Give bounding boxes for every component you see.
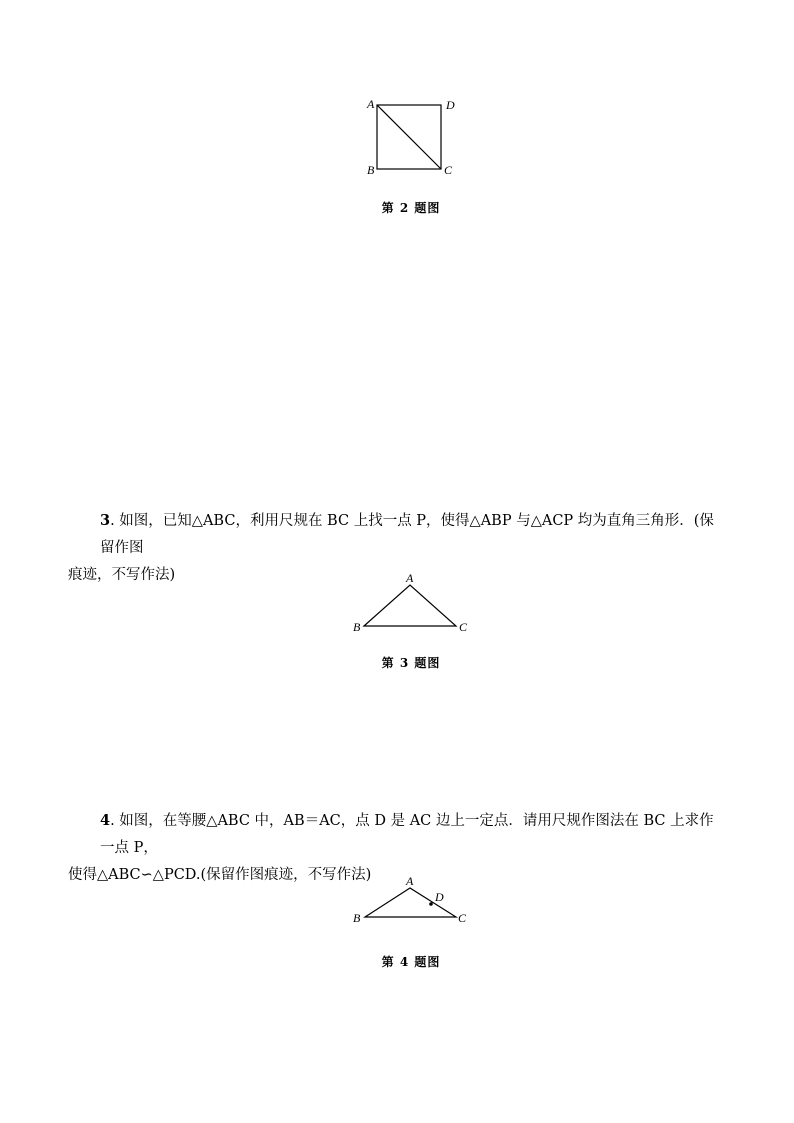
question-3-text-line2: 痕迹，不写作法) xyxy=(68,567,176,583)
question-4-text-line2: 使得△ABC∽△PCD.(保留作图痕迹，不写作法) xyxy=(68,867,372,883)
figure-4-diagram xyxy=(348,872,478,932)
figure-3-caption: 第 3 题图 xyxy=(381,656,441,670)
question-4-text-line1: . 如图，在等腰△ABC 中，AB＝AC，点 D 是 AC 边上一定点．请用尺规作图法在 BC 上求作一点 P， xyxy=(100,813,714,856)
label-a: A xyxy=(406,571,414,585)
label-b: B xyxy=(367,163,375,177)
question-3-text-line1: . 如图，已知△ABC，利用尺规在 BC 上找一点 P，使得△ABP 与△ACP 均为直角三角形．(保留作图 xyxy=(100,513,714,556)
figure-4-caption: 第 4 题图 xyxy=(381,955,441,969)
question-4-number: 4 xyxy=(100,812,111,829)
label-d: D xyxy=(446,98,455,112)
label-b: B xyxy=(353,911,361,925)
label-d: D xyxy=(435,890,444,904)
triangle-abc xyxy=(364,585,456,626)
label-c: C xyxy=(459,620,468,634)
label-b: B xyxy=(353,620,361,634)
label-a: A xyxy=(367,97,375,111)
figure-2-caption: 第 2 题图 xyxy=(381,201,441,215)
question-3-number: 3 xyxy=(100,512,111,529)
point-d xyxy=(429,902,433,906)
label-c: C xyxy=(458,911,467,925)
label-c: C xyxy=(444,163,453,177)
diagonal-ac xyxy=(377,105,441,169)
figure-3-diagram xyxy=(348,570,478,640)
figure-2 xyxy=(360,92,470,187)
label-a: A xyxy=(406,874,414,888)
figure-2-diagram xyxy=(360,92,470,187)
figure-4 xyxy=(348,872,478,932)
figure-3 xyxy=(348,570,478,640)
